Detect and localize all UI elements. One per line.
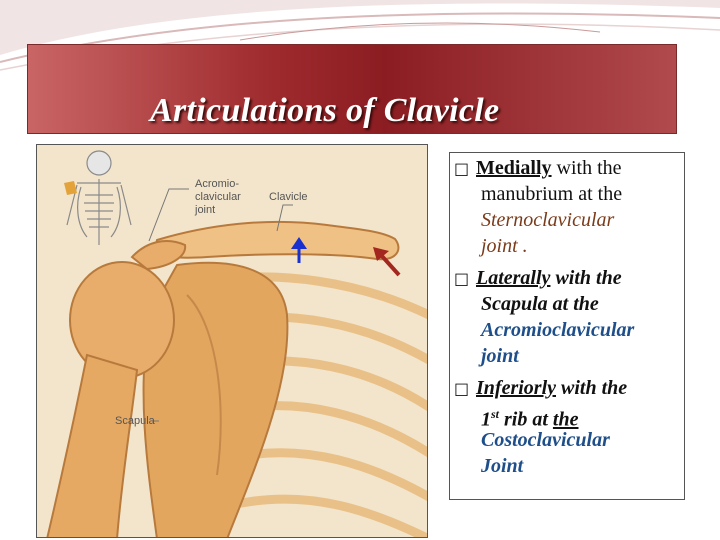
shoulder-anatomy-drawing <box>37 145 428 538</box>
term-laterally: Laterally <box>476 267 551 289</box>
clavicle-illustration <box>36 144 428 538</box>
bullet-icon: □ <box>454 159 470 178</box>
point2-rest: with the <box>550 267 622 289</box>
point1-rest: with the <box>551 157 622 179</box>
list-item-medially <box>454 155 622 182</box>
articulations-list <box>449 152 685 500</box>
label-acromio-line3: joint <box>195 204 216 216</box>
joint-sternoclavicular-l1: Sternoclavicular <box>481 209 615 231</box>
term-medially: Medially <box>476 157 552 179</box>
bullet-icon: □ <box>454 379 470 398</box>
joint-acromioclavicular-l2: joint <box>481 345 519 367</box>
point3-rest: with the <box>556 377 628 399</box>
point1-line2: manubrium at the <box>481 183 623 205</box>
point2-line2: Scapula at the <box>481 293 599 315</box>
label-acromio-line1: Acromio- <box>195 178 240 190</box>
joint-costoclavicular-l2: Joint <box>481 455 524 477</box>
label-scapula: Scapula <box>115 415 155 427</box>
rib-text: rib at <box>499 408 553 431</box>
term-inferiorly: Inferiorly <box>476 377 556 399</box>
joint-acromioclavicular-l1: Acromioclavicular <box>481 319 635 341</box>
list-item-inferiorly <box>454 375 627 402</box>
rib-the: the <box>552 408 579 431</box>
rib-number: 1 <box>481 408 491 431</box>
label-acromio-line2: clavicular <box>195 191 241 203</box>
joint-sternoclavicular-l2: joint . <box>481 235 528 257</box>
list-item-laterally <box>454 265 622 292</box>
rib-ordinal: st <box>491 407 500 421</box>
label-clavicle: Clavicle <box>269 191 308 203</box>
joint-costoclavicular-l1: Costoclavicular <box>481 429 610 451</box>
slide-title: Articulations of Clavicle <box>150 92 500 129</box>
bullet-icon: □ <box>454 269 470 288</box>
